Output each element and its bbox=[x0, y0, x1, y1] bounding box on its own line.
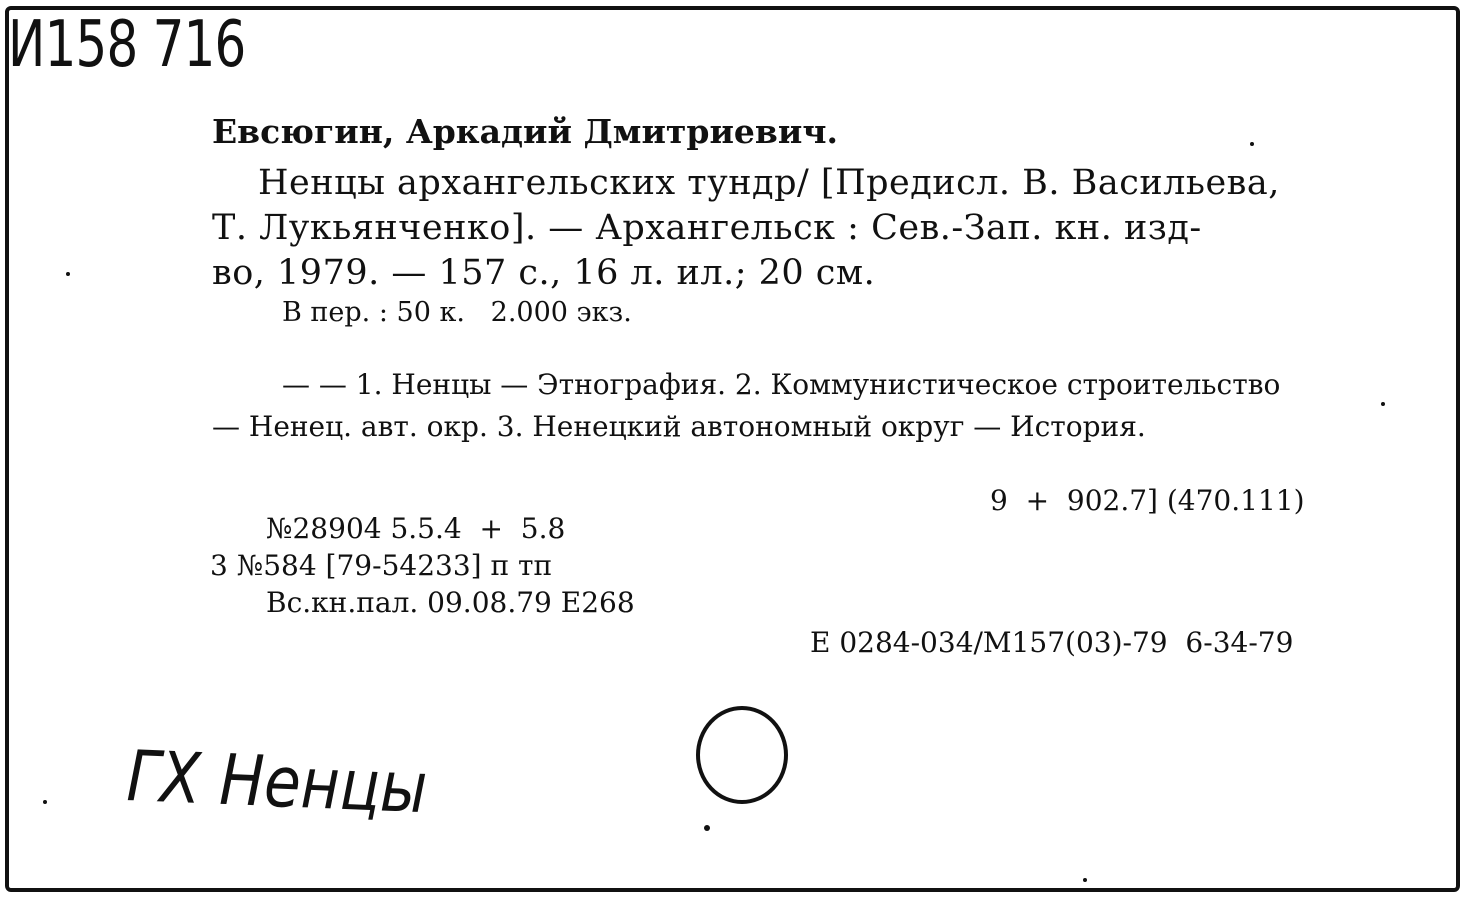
registration-number: №28904 5.5.4 + 5.8 bbox=[266, 512, 566, 545]
author-heading: Евсюгин, Аркадий Дмитриевич. bbox=[212, 112, 838, 151]
order-number: 3 №584 [79-54233] п тп bbox=[210, 549, 553, 582]
ink-dot bbox=[1381, 402, 1385, 406]
ink-dot bbox=[704, 825, 710, 831]
handwritten-note: ГХ Ненцы bbox=[125, 735, 429, 830]
title-line-3: во, 1979. — 157 с., 16 л. ил.; 20 см. bbox=[212, 253, 876, 293]
subjects-line-1: — — 1. Ненцы — Этнография. 2. Коммунистическое строительство bbox=[282, 368, 1281, 401]
classification-index: 9 + 902.7] (470.111) bbox=[990, 484, 1305, 517]
title-line-2: Т. Лукьянченко]. — Архангельск : Сев.-Зап. кн. изд- bbox=[212, 208, 1202, 248]
ink-dot bbox=[1250, 142, 1254, 146]
ink-dot bbox=[66, 272, 70, 276]
chamber-date: Вс.кн.пал. 09.08.79 Е268 bbox=[266, 586, 635, 619]
title-line-1: Ненцы архангельских тундр/ [Предисл. В. Васильева, bbox=[258, 163, 1280, 203]
subjects-line-2: — Ненец. авт. окр. 3. Ненецкий автономный округ — История. bbox=[212, 410, 1146, 443]
index-code: Е 0284-034/М157(03)-79 6-34-79 bbox=[810, 626, 1294, 659]
punch-hole-circle bbox=[698, 708, 786, 802]
shelf-mark: И158 716 bbox=[8, 8, 246, 82]
price-line: В пер. : 50 к. 2.000 экз. bbox=[282, 297, 632, 328]
ink-dot bbox=[43, 800, 47, 804]
ink-dot bbox=[1083, 878, 1087, 882]
